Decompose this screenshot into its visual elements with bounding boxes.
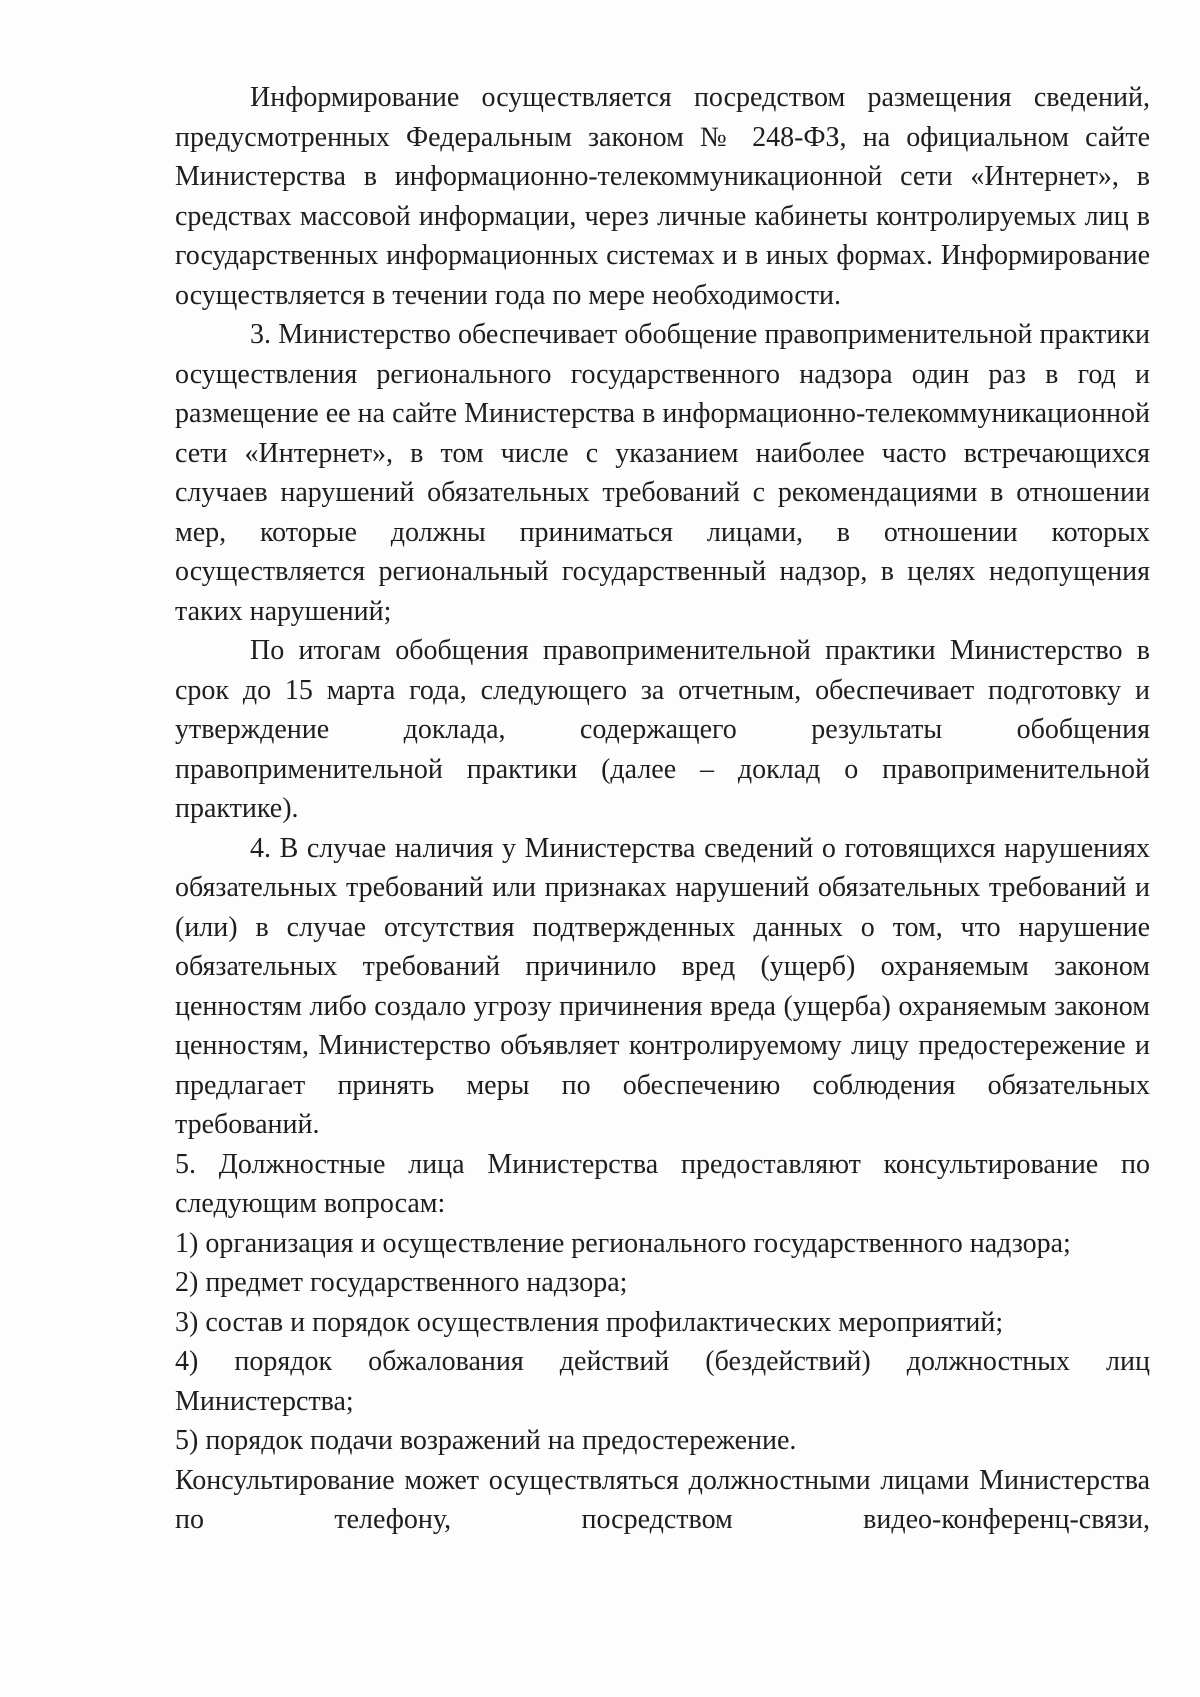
list-item: 4) порядок обжалования действий (бездействий) должностных лиц Министерства; (175, 1346, 1150, 1417)
list-item: 1) организация и осуществление регионального государственного надзора; (175, 1227, 1071, 1259)
list-item: 3) состав и порядок осуществления профилактических мероприятий; (175, 1306, 1004, 1338)
paragraph-closing: Консультирование может осуществляться должностными лицами Министерства по телефону, посредством видео-конференц-связи, (175, 1464, 1150, 1535)
paragraph-item-4: 4. В случае наличия у Министерства сведений о готовящихся нарушениях обязательных требований или признаках нарушений обязательных требований и (или) в случае отсутствия подтвержденных данных о том, что нарушение обязательных требований причинило вред (ущерб) охраняемым законом ценностям либо создало угрозу причинения вреда (ущерба) охраняемым законом ценностям, Министерство объявляет контролируемому лицу предостережение и предлагает принять меры по обеспечению соблюдения обязательных требований. (175, 832, 1150, 1140)
paragraph-item-5: 5. Должностные лица Министерства предоставляют консультирование по следующим вопросам: (175, 1148, 1150, 1219)
paragraph-report: По итогам обобщения правоприменительной практики Министерство в срок до 15 марта года, следующего за отчетным, обеспечивает подготовку и утверждение доклада, содержащего результаты обобщения правоприменительной практики (далее – доклад о правоприменительной практике). (175, 635, 1150, 824)
list-item: 2) предмет государственного надзора; (175, 1267, 628, 1298)
paragraph-item-3: 3. Министерство обеспечивает обобщение правоприменительной практики осуществления регионального государственного надзора один раз в год и размещение ее на сайте Министерства в информационно-телекоммуникационной сети «Интернет», в том числе с указанием наиболее часто встречающихся случаев нарушений обязательных требований с рекомендациями в отношении мер, которые должны приниматься лицами, в отношении которых осуществляется региональный государственный надзор, в целях недопущения таких нарушений; (175, 319, 1150, 627)
document-body (175, 78, 1150, 1540)
list-item: 5) порядок подачи возражений на предостережение. (175, 1425, 797, 1456)
paragraph-informing: Информирование осуществляется посредством размещения сведений, предусмотренных Федеральным законом № 248-ФЗ, на официальном сайте Министерства в информационно-телекоммуникационной сети «Интернет», в средствах массовой информации, через личные кабинеты контролируемых лиц в государственных информационных системах и в иных формах. Информирование осуществляется в течении года по мере необходимости. (175, 82, 1150, 311)
